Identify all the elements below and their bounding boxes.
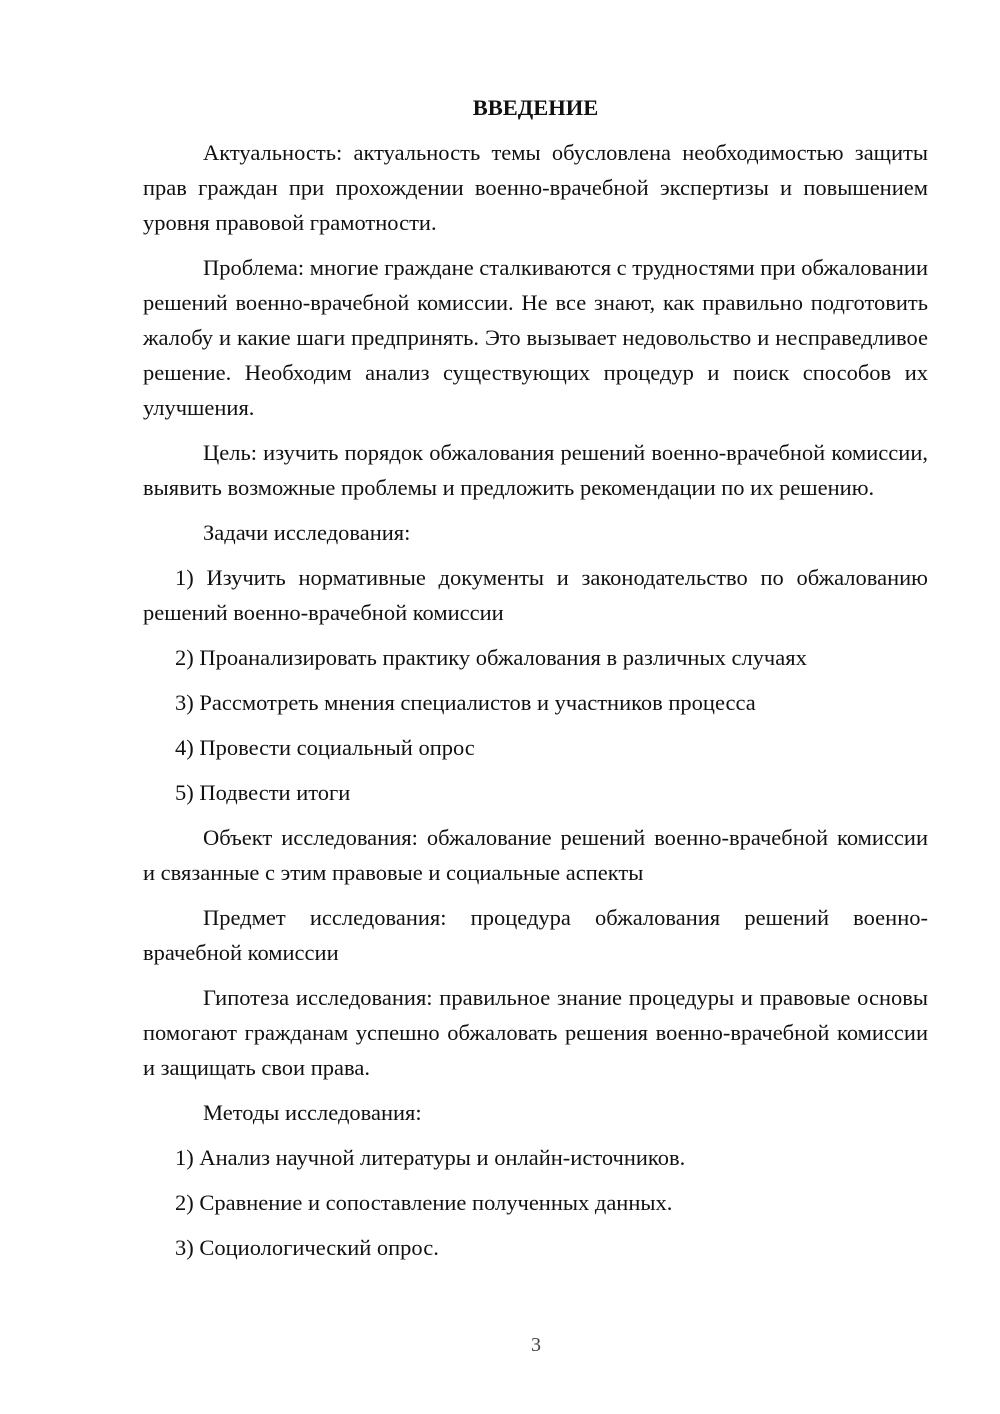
method-item: 1) Анализ научной литературы и онлайн-источников. — [175, 1145, 686, 1170]
task-item: 3) Рассмотреть мнения специалистов и участников процесса — [175, 690, 756, 715]
task-item: 4) Провести социальный опрос — [175, 735, 475, 760]
paragraph-subject: Предмет исследования: процедура обжалования решений военно-врачебной комиссии — [143, 905, 928, 965]
paragraph-relevance: Актуальность: актуальность темы обусловлена необходимостью защиты прав граждан при прохождении военно-врачебной экспертизы и повышением уровня правовой грамотности. — [143, 140, 928, 235]
page-content — [143, 90, 928, 1265]
paragraph-goal: Цель: изучить порядок обжалования решений военно-врачебной комиссии, выявить возможные проблемы и предложить рекомендации по их решению. — [143, 440, 928, 500]
paragraph-hypothesis: Гипотеза исследования: правильное знание процедуры и правовые основы помогают гражданам успешно обжаловать решения военно-врачебной комиссии и защищать свои права. — [143, 985, 928, 1080]
paragraph-tasks-heading: Задачи исследования: — [203, 520, 411, 545]
paragraph-methods-heading: Методы исследования: — [203, 1100, 422, 1125]
paragraph-object: Объект исследования: обжалование решений военно-врачебной комиссии и связанные с этим правовые и социальные аспекты — [143, 825, 928, 885]
task-item: 1) Изучить нормативные документы и законодательство по обжалованию решений военно-врачебной комиссии — [143, 565, 928, 625]
task-item: 5) Подвести итоги — [175, 780, 351, 805]
task-item: 2) Проанализировать практику обжалования в различных случаях — [175, 645, 807, 670]
method-item: 2) Сравнение и сопоставление полученных данных. — [175, 1190, 673, 1215]
page-number: 3 — [531, 1334, 541, 1356]
section-title: ВВЕДЕНИЕ — [472, 95, 599, 120]
paragraph-problem: Проблема: многие граждане сталкиваются с трудностями при обжаловании решений военно-врачебной комиссии. Не все знают, как правильно подготовить жалобу и какие шаги предпринять. Это вызывает недовольство и несправедливое решение. Необходим анализ существующих процедур и поиск способов их улучшения. — [143, 255, 928, 420]
method-item: 3) Социологический опрос. — [175, 1235, 439, 1260]
